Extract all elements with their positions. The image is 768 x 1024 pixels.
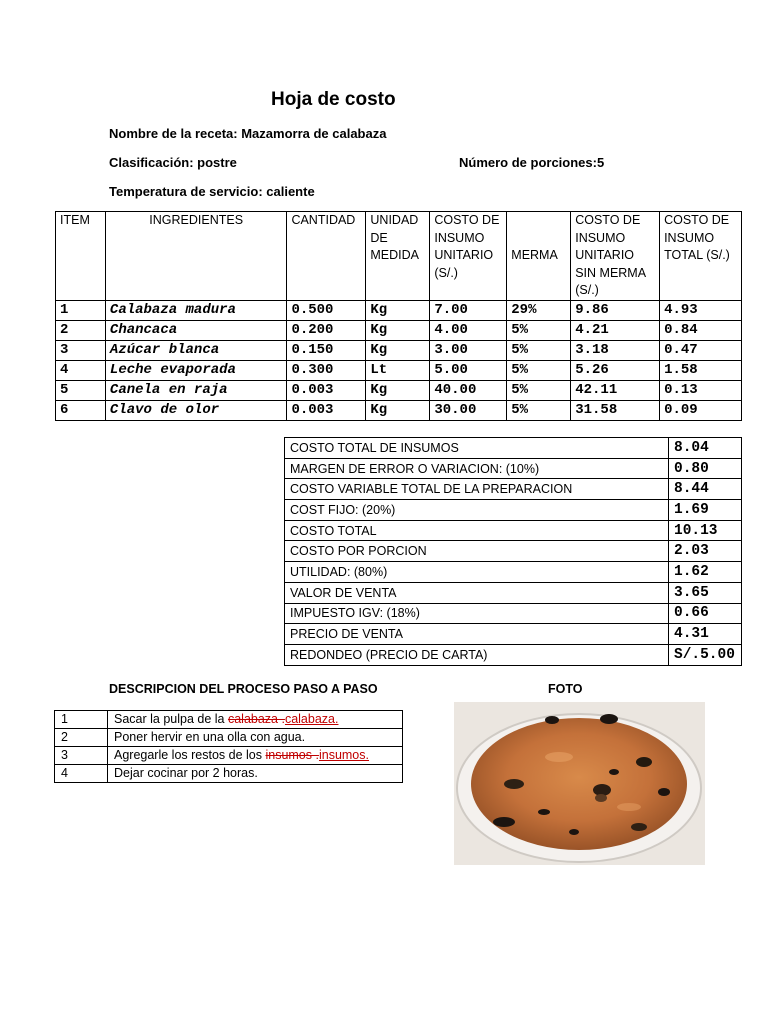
cost-label: COST FIJO: (20%) [285,500,669,521]
waste: 5% [507,381,571,401]
process-steps-table [54,710,403,783]
quantity: 0.300 [287,361,366,381]
cost-row [285,520,742,541]
step-number: 1 [55,711,108,729]
cost-value: 1.62 [669,562,742,583]
unit: Kg [366,321,430,341]
tracked-deletion: insumos . [265,748,319,762]
step-text-body: Poner hervir en una olla con agua. [114,730,306,744]
unit-cost: 30.00 [430,401,507,421]
cost-label: VALOR DE VENTA [285,582,669,603]
item-number: 3 [56,341,106,361]
step-text-body: Agregarle los restos de los [114,748,266,762]
item-number: 2 [56,321,106,341]
unit-cost: 5.00 [430,361,507,381]
header-waste: MERMA [507,212,571,301]
cost-value: 0.80 [669,458,742,479]
ingredient-name: Calabaza madura [105,301,287,321]
waste: 5% [507,321,571,341]
total-cost: 1.58 [660,361,742,381]
step-number: 2 [55,729,108,747]
unit-cost-no-waste: 42.11 [571,381,660,401]
service-temperature: Temperatura de servicio: caliente [109,184,315,199]
total-cost: 0.09 [660,401,742,421]
unit-cost: 40.00 [430,381,507,401]
cost-label: MARGEN DE ERROR O VARIACION: (10%) [285,458,669,479]
cost-row [285,438,742,459]
waste: 5% [507,341,571,361]
step-number: 4 [55,765,108,783]
unit: Kg [366,341,430,361]
step-text [108,747,403,765]
mazamorra-bowl-image [454,702,705,865]
quantity: 0.150 [287,341,366,361]
unit: Lt [366,361,430,381]
step-row [55,747,403,765]
ingredient-name: Leche evaporada [105,361,287,381]
unit-cost-no-waste: 9.86 [571,301,660,321]
unit-cost-no-waste: 3.18 [571,341,660,361]
tracked-insertion: calabaza. [284,712,339,726]
ingredient-name: Chancaca [105,321,287,341]
classification: Clasificación: postre [109,155,237,170]
cost-label: IMPUESTO IGV: (18%) [285,603,669,624]
ingredient-name: Clavo de olor [105,401,287,421]
quantity: 0.003 [287,401,366,421]
tracked-deletion: calabaza . [227,712,285,726]
cost-row [285,582,742,603]
header-unit-cost-no-waste: COSTO DE INSUMO UNITARIO SIN MERMA (S/.) [571,212,660,301]
unit: Kg [366,381,430,401]
waste: 5% [507,361,571,381]
dessert-photo [454,702,705,865]
unit-cost: 7.00 [430,301,507,321]
ingredient-name: Canela en raja [105,381,287,401]
header-unit: UNIDAD DE MEDIDA [366,212,430,301]
cost-row [285,603,742,624]
total-cost: 4.93 [660,301,742,321]
cost-row [285,624,742,645]
process-title: DESCRIPCION DEL PROCESO PASO A PASO [109,682,378,696]
cost-label: COSTO TOTAL [285,520,669,541]
cost-summary-table [284,437,742,666]
step-text [108,729,403,747]
step-row [55,711,403,729]
cost-label: COSTO VARIABLE TOTAL DE LA PREPARACION [285,479,669,500]
cost-label: COSTO POR PORCION [285,541,669,562]
cost-value: 10.13 [669,520,742,541]
step-row [55,729,403,747]
cost-value: 4.31 [669,624,742,645]
recipe-name: Nombre de la receta: Mazamorra de calabaza [109,126,387,141]
cost-label: UTILIDAD: (80%) [285,562,669,583]
header-unit-cost: COSTO DE INSUMO UNITARIO (S/.) [430,212,507,301]
unit-cost: 3.00 [430,341,507,361]
step-text [108,711,403,729]
waste: 5% [507,401,571,421]
cost-value: 1.69 [669,500,742,521]
total-cost: 0.84 [660,321,742,341]
unit-cost-no-waste: 4.21 [571,321,660,341]
cost-row [285,458,742,479]
quantity: 0.200 [287,321,366,341]
table-row [56,301,742,321]
cost-value: 8.04 [669,438,742,459]
unit-cost-no-waste: 31.58 [571,401,660,421]
cost-label: COSTO TOTAL DE INSUMOS [285,438,669,459]
header-quantity: CANTIDAD [287,212,366,301]
tracked-insertion: insumos. [318,748,369,762]
table-row [56,321,742,341]
document-title: Hoja de costo [271,89,396,110]
table-row [56,341,742,361]
table-row [56,361,742,381]
step-number: 3 [55,747,108,765]
ingredient-name: Azúcar blanca [105,341,287,361]
unit: Kg [366,301,430,321]
step-text-body: Dejar cocinar por 2 horas. [114,766,258,780]
total-cost: 0.13 [660,381,742,401]
table-row [56,381,742,401]
photo-title: FOTO [548,682,583,696]
cost-value: S/.5.00 [669,644,742,665]
cost-row [285,500,742,521]
waste: 29% [507,301,571,321]
step-row [55,765,403,783]
item-number: 4 [56,361,106,381]
item-number: 6 [56,401,106,421]
cost-value: 2.03 [669,541,742,562]
unit-cost-no-waste: 5.26 [571,361,660,381]
step-text [108,765,403,783]
cost-value: 0.66 [669,603,742,624]
portions: Número de porciones:5 [459,155,605,170]
quantity: 0.500 [287,301,366,321]
step-text-body: Sacar la pulpa de la [114,712,228,726]
cost-value: 8.44 [669,479,742,500]
header-item: ITEM [56,212,106,301]
table-row [56,401,742,421]
cost-row [285,479,742,500]
unit-cost: 4.00 [430,321,507,341]
quantity: 0.003 [287,381,366,401]
cost-row [285,644,742,665]
item-number: 1 [56,301,106,321]
cost-label: PRECIO DE VENTA [285,624,669,645]
header-ingredients: INGREDIENTES [105,212,287,301]
cost-row [285,562,742,583]
cost-value: 3.65 [669,582,742,603]
unit: Kg [366,401,430,421]
item-number: 5 [56,381,106,401]
header-total-cost: COSTO DE INSUMO TOTAL (S/.) [660,212,742,301]
cost-row [285,541,742,562]
ingredients-table [55,211,742,421]
total-cost: 0.47 [660,341,742,361]
cost-label: REDONDEO (PRECIO DE CARTA) [285,644,669,665]
